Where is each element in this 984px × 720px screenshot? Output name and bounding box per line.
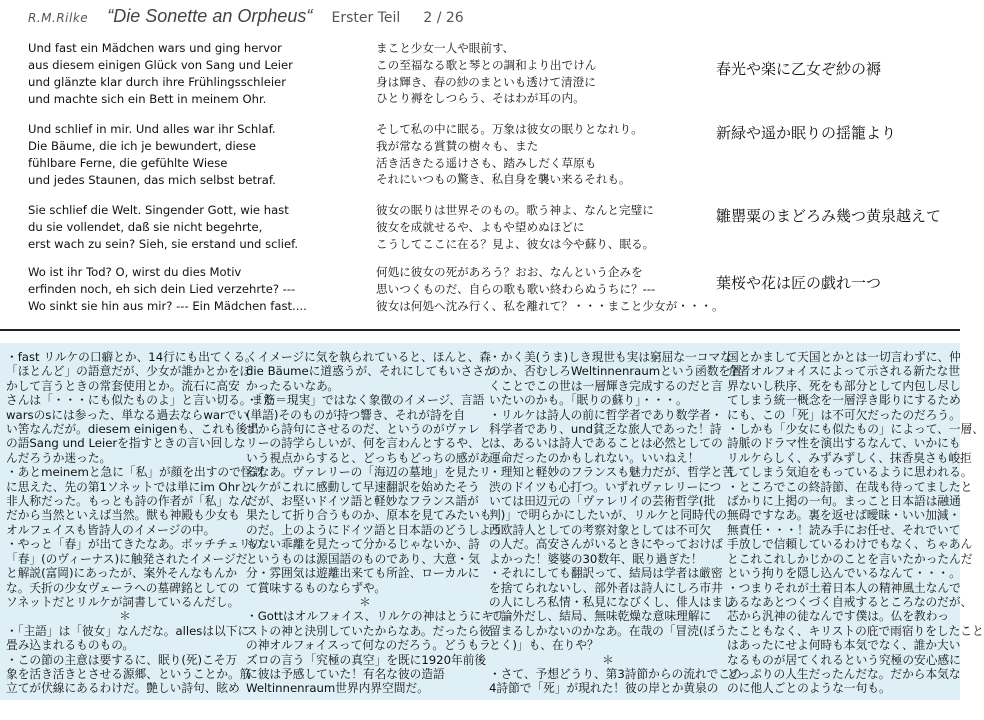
commentary-line: い筈なんだが。diesem einigenも、これも後出	[6, 422, 259, 437]
german-line: Und fast ein Mädchen wars und ging hervor	[28, 41, 282, 55]
commentary-line: を捨てられないし、部外者は詩人にしろ市井	[489, 580, 723, 595]
german-line: fühlbare Ferne, die gefühlte Wiese	[28, 156, 228, 170]
commentary-line: 科学者であり、und貧乏な旅人であった！詩	[489, 422, 722, 437]
commentary-line: 介者オルフォイスによって示される新たな世	[727, 364, 961, 379]
commentary-line: 西欧詩人としての考察対象としては不可欠	[489, 522, 712, 537]
commentary-line: Weltinnenraum世界内界空間だ。	[246, 681, 429, 696]
commentary-line: のだ。上のようにドイツ語と日本語のどうしよう	[246, 522, 503, 537]
commentary-line: ・さて、予想どうり、第3詩節からの流れでこの	[489, 666, 742, 681]
commentary-line: 無碍ですなあ。裏を返せば曖昧・いい加減・	[727, 508, 961, 523]
commentary-line: 留まるしかないのかなあ。在哉の「冒涜(ぼう	[489, 623, 727, 638]
page-header	[28, 6, 464, 28]
german-line: Wo sinkt sie hin aus mir? --- Ein Mädchen fast....	[28, 299, 307, 313]
commentary-line: 果たして折り合うものか、原本を見てみたいも	[246, 508, 492, 523]
commentary-line: ズロの言う「究極の真空」を既に1920年前後	[246, 652, 487, 667]
commentary-line: なるものが居てくれるという究極の安心感に	[727, 652, 961, 667]
commentary-line: て賞味するものならずや。	[246, 580, 387, 595]
japanese-line: まこと少女一人や眼前す、	[376, 41, 515, 55]
japanese-line: 何処に彼女の死があろう？おお、なんという企みを	[376, 265, 643, 279]
commentary-line: と解説(富岡)にあったが、案外そんなもんか	[6, 566, 238, 581]
japanese-line: 我が常なる賞賛の樹々も、また	[376, 138, 539, 153]
commentary-line: どっぷりの人生だったんだな。だから本気な	[727, 666, 961, 681]
german-stanza	[28, 40, 293, 108]
commentary-line: てしまう統一概念を一層浮き彫りにするため	[727, 393, 961, 408]
commentary-line: ・Gottはオルフォイス、リルケの神はとうにキリ	[246, 609, 505, 624]
commentary-line: ・あとmeinemと急に「私」が顔を出すので怪訝	[6, 465, 265, 480]
german-line: und machte sich ein Bett in meinem Ohr.	[28, 92, 267, 106]
japanese-stanza	[376, 121, 643, 188]
commentary-line: いては田辺元の「ヴァレリイの芸術哲学(批	[489, 494, 716, 509]
german-line: aus diesem einigen Glück von Sang und Leier	[28, 58, 293, 72]
part-label: Erster Teil	[331, 10, 401, 26]
commentary-line: という拘りを隠し込んでいるなんて・・・。	[727, 566, 961, 581]
german-stanza	[28, 121, 276, 189]
section-separator: ＊	[602, 652, 614, 667]
commentary-line: 芯から汎神の徒なんです僕は。仏を教わっ	[727, 609, 949, 624]
commentary-line: ずから詩句にさせるのだ、というのがヴァレ	[246, 422, 480, 437]
german-line: erfinden noch, eh sich dein Lied verzehrte? ---	[28, 282, 296, 296]
commentary-line: warsのsには参った、単なる過去ならwarでい	[6, 407, 249, 422]
commentary-column	[727, 350, 984, 696]
german-line: erst wach zu sein? Sieh, sie erstand und sclief.	[28, 237, 299, 251]
commentary-line: ・それにしても翻訳って、結局は学者は厳密	[489, 566, 723, 581]
commentary-line: くことでこの世は一層輝き完成するのだと言	[489, 378, 723, 393]
commentary-line: ばかりに上掲の一句。まっこと日本語は融通	[727, 494, 961, 509]
commentary-line: リーの詩学らしいが、何を言わんとするや、と	[246, 436, 492, 451]
japanese-stanza	[376, 40, 596, 107]
commentary-line: に思えた、先の第1ソネットでは単にim Ohrと、	[6, 479, 264, 494]
commentary-line: ・「筋＝現実」ではなく象徴のイメージ、言語	[246, 393, 485, 408]
section-separator: ＊	[359, 594, 371, 609]
commentary-line: ・リルケは詩人の前に哲学者であり数学者・	[489, 407, 723, 422]
commentary-line: ・理知と軽妙のフランスも魅力だが、哲学と苦	[489, 465, 735, 480]
haiku: 春光や楽に乙女ぞ紗の褥	[716, 60, 882, 78]
commentary-line: くイメージに気を執られていると、ほんと、森	[246, 350, 492, 364]
japanese-line: 身は輝き、春の紗のまといも透けて清澄に	[376, 74, 596, 89]
commentary-line: 4詩節で「死」が現れた！彼の岸とか黄泉の	[489, 681, 719, 696]
commentary-line: とこれこれしかじかのことを言いたかったんだ	[727, 551, 973, 566]
japanese-line: 彼女を成就せるや、よもや望めぬほどに	[376, 219, 585, 234]
commentary-line: はあったにせよ何時も本気でなく、誰か大い	[727, 638, 961, 653]
commentary-line: のに他人ごとのような一句も。	[727, 681, 891, 696]
commentary-line: とく)」も、在りや？	[489, 638, 599, 653]
german-stanza	[28, 202, 298, 253]
commentary-line: 渋のドイツも心打つ。いずれヴァレリーにつ	[489, 479, 722, 494]
commentary-line: 国とかまして天国とかとは一切言わずに、仲	[727, 350, 961, 364]
commentary-line: 分・雰囲気は遊離出来ても所詮、ローカルに	[246, 566, 480, 581]
commentary-line: いたいのかも。「眠りの蘇り」・・・。	[489, 393, 688, 408]
commentary-line: に彼は予感していた！有名な彼の造語	[246, 666, 445, 681]
commentary-line: (単語)そのものが持つ響き、それが詩を自	[246, 407, 466, 422]
commentary-line: ・この節の主意は要するに、眠り(死)こそ万	[6, 652, 238, 667]
commentary-line: あるなあとつくづく自戒するところなのだが、	[727, 594, 973, 609]
commentary-line: ・「主語」は「彼女」なんだな。allesは以下に	[6, 623, 250, 638]
commentary-column	[489, 350, 742, 696]
commentary-line: るなあ。ヴァレリーの「海辺の墓地」を見たリ	[246, 465, 491, 480]
japanese-line: 活き活きたる遥けさも、踏みしだく草原も	[376, 155, 597, 170]
commentary-line: ・ところでこの終詩節、在哉も待ってましたと	[727, 479, 973, 494]
commentary-line: かったるいなあ。	[246, 378, 340, 393]
commentary-line: ・しかも「少女にも似たもの」によって、一層、	[727, 422, 984, 437]
divider	[0, 329, 960, 331]
commentary-line: ストの神と決別していたからなあ。だったら彼	[246, 623, 491, 638]
commentary-line: ・つまりそれが土着日本人の精神風土なんで	[727, 580, 961, 595]
commentary-line: 手放しで信頼しているわけでもなく、ちゃあん	[727, 537, 973, 552]
commentary-line: リルケらしく、みずみずしく、抹香臭さも峻拒	[727, 450, 972, 465]
commentary-line: んだろうか迷った。	[6, 450, 112, 465]
haiku: 葉桜や花は匠の戯れ一つ	[716, 274, 882, 292]
commentary-line: ルケがこれに感動して早速翻訳を始めたそう	[246, 479, 480, 494]
commentary-line: 詩脈のドラマ性を演出するなんて、いかにも	[727, 436, 961, 451]
commentary-line: だが、お堅いドイツ語と軽妙なフランス語が	[246, 494, 479, 509]
german-line: und jedes Staunen, das mich selbst betraf.	[28, 173, 276, 187]
commentary-line: は、あるいは詩人であることは必然としての	[489, 436, 723, 451]
commentary-line: な。夭折の少女ヴェーラへの墓碑銘としての	[6, 580, 240, 595]
commentary-line: にも、この「死」は不可欠だったのだろう。	[727, 407, 961, 422]
commentary-line: 立てが伏線にあるわけだ。艶しい詩句、眩め	[6, 681, 240, 696]
german-stanza	[28, 264, 307, 315]
commentary-line: いう視点からすると、どっちもどっちの感があ	[246, 450, 491, 465]
japanese-line: 彼女は何処へ沈み行く、私を離れて？・・・まこと少女が・・・。	[376, 298, 724, 313]
commentary-line: ・fast リルケの口癖とか、14行にも出てくる。	[6, 350, 257, 364]
haiku: 雛罌粟のまどろみ幾つ黄泉越えて	[716, 207, 942, 225]
commentary-line: 無責任・・・！読み手にお任せ、それでいて	[727, 522, 961, 537]
commentary-line: 判)」で明らかにしたいが、リルケと同時代の	[489, 508, 728, 523]
haiku: 新緑や遥か眠りの揺籠より	[716, 124, 897, 142]
commentary-line: 界ないし秩序、死をも部分として内包し尽し	[727, 378, 961, 393]
author: R.M.Rilke	[28, 11, 89, 25]
commentary-line: のか、否むしろWeltinnenraumという函数を置	[489, 364, 742, 379]
commentary-line: だから当然といえば当然。獣も神殿も少女も	[6, 508, 240, 523]
commentary-line: というものは源国語のものであり、大意・気	[246, 551, 480, 566]
section-separator: ＊	[119, 609, 131, 624]
japanese-line: そして私の中に眠る。万象は彼女の眠りとなれり。	[376, 122, 643, 136]
german-line: Die Bäume, die ich je bewundert, diese	[28, 139, 256, 153]
german-line: und glänzte klar durch ihre Frühlingsschleier	[28, 75, 286, 89]
commentary-line: よかった！婆婆の30数年、眠り過ぎた！	[489, 551, 703, 566]
commentary-line: 非人称だった。もっとも詩の作者が「私」なん	[6, 494, 252, 509]
japanese-line: この至福なる歌と琴との調和より出でけん	[376, 57, 597, 72]
german-line: Wo ist ihr Tod? O, wirst du dies Motiv	[28, 265, 242, 279]
commentary-line: die Bäumeに道惑うが、それにしてもいささか	[246, 364, 496, 379]
page-indicator: 2 / 26	[423, 10, 464, 26]
german-line: du sie vollendet, daß sie nicht begehrte,	[28, 220, 263, 234]
commentary-line: してしまう気迫をもっているように思われる。	[727, 465, 973, 480]
commentary-line: の神オルフォイスって何なのだろう。どうもラ	[246, 638, 491, 653]
japanese-line: ひとり褥をしつらう、そはわが耳の内。	[376, 91, 585, 106]
commentary-line: もない乖離を見たって分かるじゃないか、詩	[246, 537, 480, 552]
german-line: Und schlief in mir. Und alles war ihr Schlaf.	[28, 122, 276, 136]
commentary-line: て論外だし、結局、無味乾燥な意味理解に	[489, 609, 712, 624]
japanese-line: こうしてここに在る？見よ、彼女は今や蘇り、眠る。	[376, 236, 655, 251]
commentary-line: 運命だったのかもしれない。いいねえ！	[489, 450, 700, 465]
commentary-column	[6, 350, 275, 696]
commentary-line: さんは「・・・にも似たものよ」と言い切る。また	[6, 393, 275, 408]
commentary-line: かして言うときの常套使用とか。流石に高安	[6, 378, 240, 393]
japanese-line: それにいつもの驚き、私自身を襲い来るそれも。	[376, 172, 631, 187]
japanese-stanza	[376, 202, 654, 252]
commentary-line: ソネットだとリルケが詞書しているんだし。	[6, 594, 240, 609]
commentary-line: 象を活き活きとさせる源郷、ということか。筋	[6, 666, 252, 681]
japanese-line: 思いつくものだ、自らの歌も歌い終わらぬうちに？---	[376, 281, 656, 296]
commentary-line: 「ほとんど」の語意だが、少女が誰かとかをぼ	[6, 364, 252, 379]
german-line: Sie schlief die Welt. Singender Gott, wie hast	[28, 203, 289, 217]
commentary-line: たこともなく、キリストの庇で雨宿りをしたこと	[727, 623, 984, 638]
commentary-line: の人にしろ私情・私見になびくし、俳人はまし	[489, 594, 735, 609]
poem-collection-title: “Die Sonette an Orpheus“	[107, 6, 313, 26]
commentary-line: 「春」(のヴィーナス)に触発されたイメージだ	[6, 551, 248, 566]
commentary-line: の語Sang und Leierを指すときの言い回しな	[6, 436, 246, 451]
commentary-line: オルフェイスも皆詩人のイメージの中。	[6, 522, 216, 537]
commentary-line: 畳み込まれるものもの。	[6, 638, 135, 653]
commentary-column	[246, 350, 505, 696]
commentary-line: ・やっと「春」が出てきたなあ。ボッチチェリの	[6, 537, 263, 552]
commentary-line: の人だ。高安さんがいるときにやっておけば	[489, 537, 723, 552]
commentary-line: ・かく美(うま)しき現世も実は窮屈な一コマな	[489, 350, 732, 364]
japanese-stanza	[376, 264, 724, 314]
japanese-line: 彼女の眠りは世界そのもの。歌う神よ、なんと完璧に	[376, 203, 654, 217]
